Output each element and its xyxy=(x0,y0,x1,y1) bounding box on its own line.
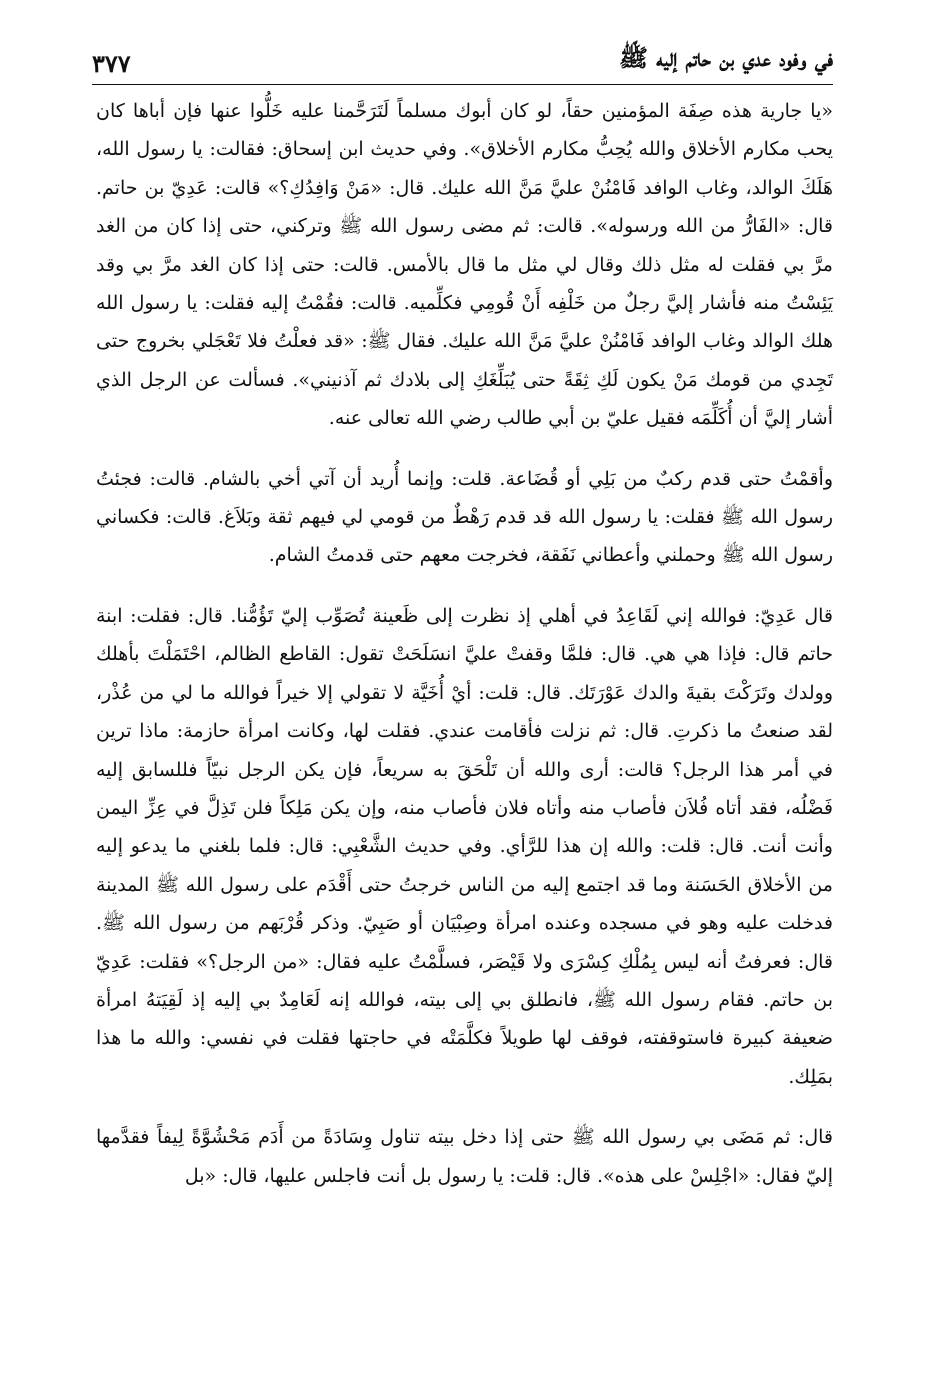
paragraph-1: «يا جارية هذه صِفَة المؤمنين حقاً، لو كان أبوك مسلماً لَتَرَحَّمنا عليه خَلُّوا عنها فإن أباها كان يحب مكارم الأخلاق والله يُحِبُّ مكارم الأخلاق». وفي حديث ابن إسحاق: فقالت: يا رسول الله، هَلَكَ الوالد، وغاب الوافد فَامْنُنْ عليَّ مَنَّ الله عليك. قال: «مَنْ وَافِدُكِ؟» قالت: عَدِيّ بن حاتم. قال: «الفَارُّ من الله ورسوله». قالت: ثم مضى رسول الله ﷺ وتركني، حتى إذا كان من الغد مرَّ بي فقلت له مثل ذلك وقال لي مثل ما قال بالأمس. قالت: حتى إذا كان الغد مرَّ بي وقد يَئِسْتُ منه فأشار إليَّ رجلٌ من خَلْفِه أَنْ قُومِي فكلِّميه. قالت: فقُمْتُ إليه فقلت: يا رسول الله هلك الوالد وغاب الوافد فَامْنُنْ عليَّ مَنَّ الله عليك. فقال ﷺ: «قد فعلْتُ فلا تَعْجَلي بخروج حتى تَجِدي من قومك مَنْ يكون لَكِ ثِقَةً حتى يُبَلِّغَكِ إلى بلادك ثم آذنيني». فسألت عن الرجل الذي أشار إليَّ أن أُكَلِّمَه فقيل عليّ بن أبي طالب رضي الله تعالى عنه. xyxy=(96,100,833,430)
running-header xyxy=(92,34,833,85)
header-title: في وفود عدي بن حاتم إليه ﷺ xyxy=(618,43,833,72)
page-number: ٣٧٧ xyxy=(92,49,131,78)
paragraph-3: قال عَدِيّ: فوالله إني لَقَاعِدُ في أهلي إذ نظرت إلى ظَعينة تُصَوِّب إليّ تَؤُمُّنا. قال: فقلت: ابنة حاتم قال: فإذا هي هي. قال: فلمَّا وقفتْ عليَّ انسَلَحَتْ تقول: القاطع الظالم، احْتَمَلْتَ بأهلك وولدك وتَرَكْتَ بقيةَ والدك عَوْرَتَك. قال: قلت: أيْ أُخَيَّة لا تقولي إلا خيراً فوالله ما لي من عُذْر، لقد صنعتُ ما ذكرتِ. قال: ثم نزلت فأقامت عندي. فقلت لها، وكانت امرأة حازمة: ماذا ترين في أمر هذا الرجل؟ قالت: أرى والله أن تَلْحَقَ به سريعاً، فإن يكن الرجل نبيّاً فللسابق إليه فَضْلُه، فقد أتاه فُلاَن فأصاب منه وأتاه فلان فأصاب منه، وإن يكن مَلِكاً فلن تَذِلَّ في عِزِّ اليمن وأنت أنت. قال: قلت: والله إن هذا للرَّأي. وفي حديث الشَّعْبِي: قال: فلما بلغني ما يدعو إليه من الأخلاق الحَسَنة وما قد اجتمع إليه من الناس خرجتُ حتى أَقْدَم على رسول الله ﷺ المدينة فدخلت عليه وهو في مسجده وعنده امرأة وصِبْيَان أو صَبِيّ. وذكر قُرْبَهم من رسول الله ﷺ. قال: فعرفتُ أنه ليس بِمُلْكِ كِسْرَى ولا قَيْصَر، فسلَّمْتُ عليه فقال: «من الرجل؟» فقلت: عَدِيّ بن حاتم. فقام رسول الله ﷺ، فانطلق بي إلى بيته، فوالله إنه لَعَامِدٌ بي إليه إذ لَقِيَتهُ امرأة ضعيفة كبيرة فاستوقفته، فوقف لها طويلاً فكلَّمَتْه في حاجتها فقلت في نفسي: والله ما هذا بمَلِك. xyxy=(96,604,833,1088)
body-text xyxy=(96,92,833,1195)
paragraph-4: قال: ثم مَضَى بي رسول الله ﷺ حتى إذا دخل بيته تناول وِسَادَةً من أَدَم مَحْشُوَّةً لِيفاً فقدَّمها إليّ فقال: «اجْلِسْ على هذه». قال: قلت: يا رسول بل أنت فاجلس عليها، قال: «بل xyxy=(96,1126,833,1187)
paragraph-2: وأقمْتُ حتى قدم ركبٌ من بَلِي أو قُضَاعة. قلت: وإنما أُريد أن آتي أخي بالشام. قالت: فجئتُ رسول الله ﷺ فقلت: يا رسول الله قد قدم رَهْطٌ من قومي لي فيهم ثقة وبَلاَغ. قالت: فكساني رسول الله ﷺ وحملني وأعطاني نَفَقة، فخرجت معهم حتى قدمتُ الشام. xyxy=(96,467,833,567)
